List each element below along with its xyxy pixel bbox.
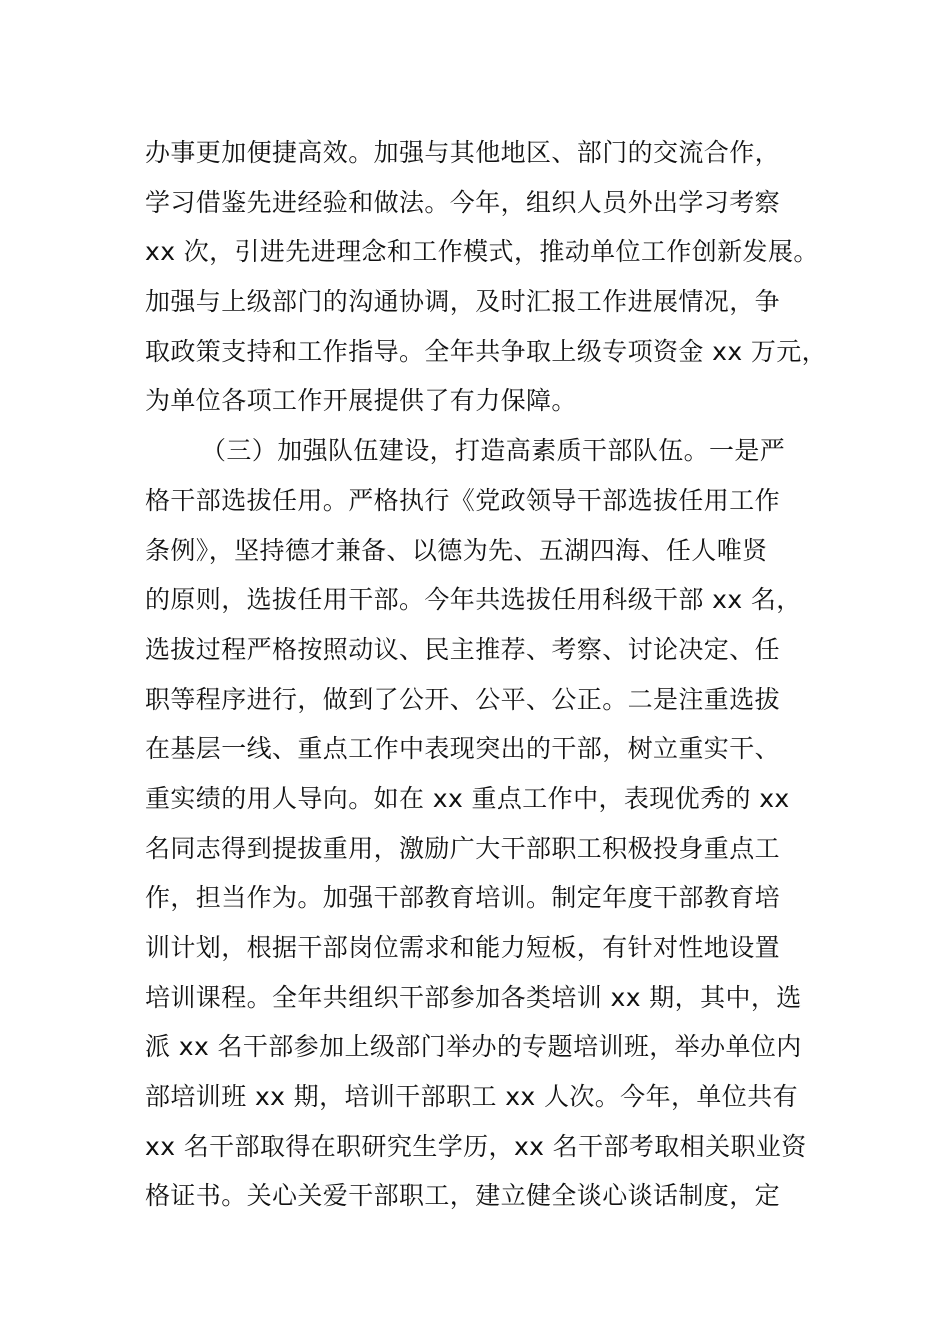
text-line: 培训课程。全年共组织干部参加各类培训 xx 期，其中，选 xyxy=(145,982,802,1012)
text-line: 选拔过程严格按照动议、民主推荐、考察、讨论决定、任 xyxy=(145,634,781,664)
text-line: 办事更加便捷高效。加强与其他地区、部门的交流合作， xyxy=(145,138,781,167)
text-line: 格干部选拔任用。严格执行《党政领导干部选拔任用工作 xyxy=(145,485,781,515)
text-line: 学习借鉴先进经验和做法。今年，组织人员外出学习考察 xyxy=(145,187,781,217)
body-text xyxy=(145,128,835,1221)
text-line: 训计划，根据干部岗位需求和能力短板，有针对性地设置 xyxy=(145,933,781,962)
text-line: 作，担当作为。加强干部教育培训。制定年度干部教育培 xyxy=(145,883,781,913)
text-line: xx 名干部取得在职研究生学历，xx 名干部考取相关职业资 xyxy=(145,1131,807,1161)
text-line: 部培训班 xx 期，培训干部职工 xx 人次。今年，单位共有 xyxy=(145,1082,798,1112)
text-line: 重实绩的用人导向。如在 xx 重点工作中，表现优秀的 xx xyxy=(145,783,790,813)
text-line: 格证书。关心关爱干部职工，建立健全谈心谈话制度，定 xyxy=(145,1181,781,1211)
text-line: 职等程序进行，做到了公开、公平、公正。二是注重选拔 xyxy=(145,684,781,714)
text-line: 派 xx 名干部参加上级部门举办的专题培训班，举办单位内 xyxy=(145,1032,802,1062)
text-line: 在基层一线、重点工作中表现突出的干部，树立重实干、 xyxy=(145,734,781,764)
text-line: 为单位各项工作开展提供了有力保障。 xyxy=(145,386,577,416)
text-line: xx 次，引进先进理念和工作模式，推动单位工作创新发展。 xyxy=(145,237,819,267)
section-heading-line: （三）加强队伍建设，打造高素质干部队伍。一是严 xyxy=(201,436,786,466)
text-line: 取政策支持和工作指导。全年共争取上级专项资金 xx 万元， xyxy=(145,336,828,366)
text-line: 的原则，选拔任用干部。今年共选拔任用科级干部 xx 名， xyxy=(145,585,802,615)
text-line: 名同志得到提拔重用，激励广大干部职工积极投身重点工 xyxy=(145,833,781,863)
text-line: 条例》，坚持德才兼备、以德为先、五湖四海、任人唯贤 xyxy=(145,535,768,565)
text-line: 加强与上级部门的沟通协调，及时汇报工作进展情况，争 xyxy=(145,287,781,317)
